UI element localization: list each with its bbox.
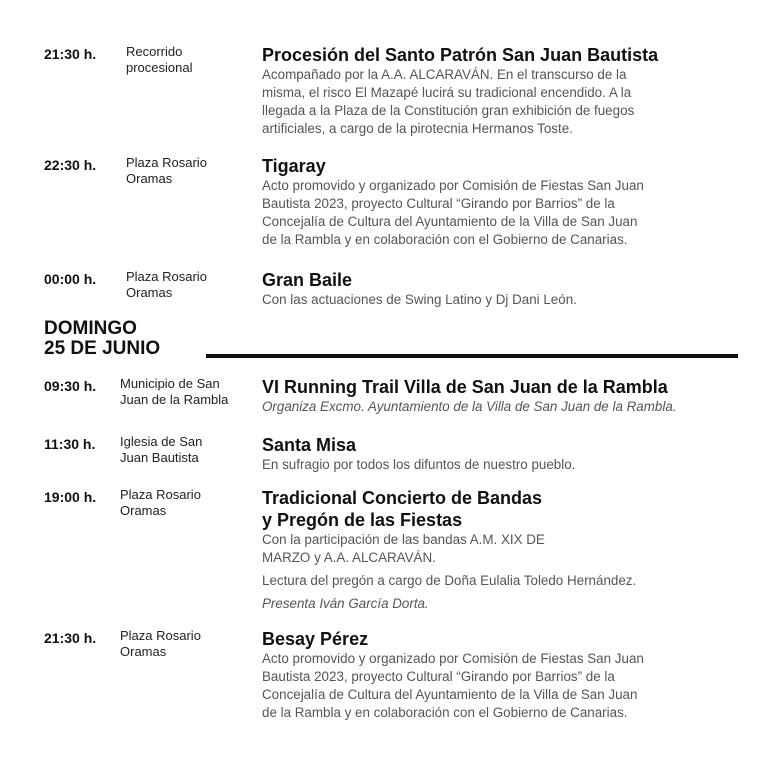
event-place: Plaza Rosario Oramas	[120, 487, 201, 518]
presenter-text: Presenta Iván García Dorta.	[262, 596, 429, 611]
event-title: Gran Baile	[262, 270, 353, 290]
event-title: Besay Pérez	[262, 629, 369, 649]
event-description: Con las actuaciones de Swing Latino y Dj Dani León.	[262, 292, 577, 307]
event-time: 21:30 h.	[44, 46, 97, 62]
event-place: Municipio de San Juan de la Rambla	[120, 376, 229, 407]
event-time: 21:30 h.	[44, 630, 97, 646]
event-place: Plaza Rosario Oramas	[126, 155, 207, 186]
heading-divider	[206, 354, 738, 358]
event-description: Acompañado por la A.A. ALCARAVÁN. En el transcurso de la misma, el risco El Mazapé lucirá su tradicional encendido. A la llegada a la Plaza de la Constitución gran exhibición de fuegos artificiales, a cargo de la pirotecnia Hermanos Toste.	[262, 67, 635, 136]
event-time: 09:30 h.	[44, 378, 97, 394]
pregon-text: Lectura del pregón a cargo de Doña Eulalia Toledo Hernández.	[262, 573, 637, 588]
event-place: Plaza Rosario Oramas	[120, 628, 201, 659]
event-time: 22:30 h.	[44, 157, 97, 173]
event-place: Iglesia de San Juan Bautista	[120, 434, 203, 465]
event-time: 19:00 h.	[44, 489, 97, 505]
event-description: En sufragio por todos los difuntos de nuestro pueblo.	[262, 457, 576, 472]
event-description: Organiza Excmo. Ayuntamiento de la Villa de San Juan de la Rambla.	[262, 399, 677, 414]
event-title: Procesión del Santo Patrón San Juan Bautista	[262, 45, 659, 65]
event-time: 11:30 h.	[44, 436, 96, 452]
event-time: 00:00 h.	[44, 271, 97, 287]
event-description: Con la participación de las bandas A.M. XIX DE MARZO y A.A. ALCARAVÁN.	[262, 532, 545, 565]
event-description: Acto promovido y organizado por Comisión de Fiestas San Juan Bautista 2023, proyecto Cultural “Girando por Barrios” de la Concejalía de Cultura del Ayuntamiento de la Villa de San Juan de la Rambla y en colaboración con el Gobierno de Canarias.	[262, 178, 644, 247]
day-heading: DOMINGO 25 DE JUNIO	[44, 318, 161, 359]
event-description: Acto promovido y organizado por Comisión de Fiestas San Juan Bautista 2023, proyecto Cultural “Girando por Barrios” de la Concejalía de Cultura del Ayuntamiento de la Villa de San Juan de la Rambla y en colaboración con el Gobierno de Canarias.	[262, 651, 644, 720]
event-title: VI Running Trail Villa de San Juan de la Rambla	[262, 377, 668, 397]
event-place: Plaza Rosario Oramas	[126, 269, 207, 300]
event-place: Recorrido procesional	[126, 44, 193, 75]
event-title: Tradicional Concierto de Bandas y Pregón de las Fiestas	[262, 488, 543, 530]
event-title: Santa Misa	[262, 435, 357, 455]
event-title: Tigaray	[262, 156, 326, 176]
